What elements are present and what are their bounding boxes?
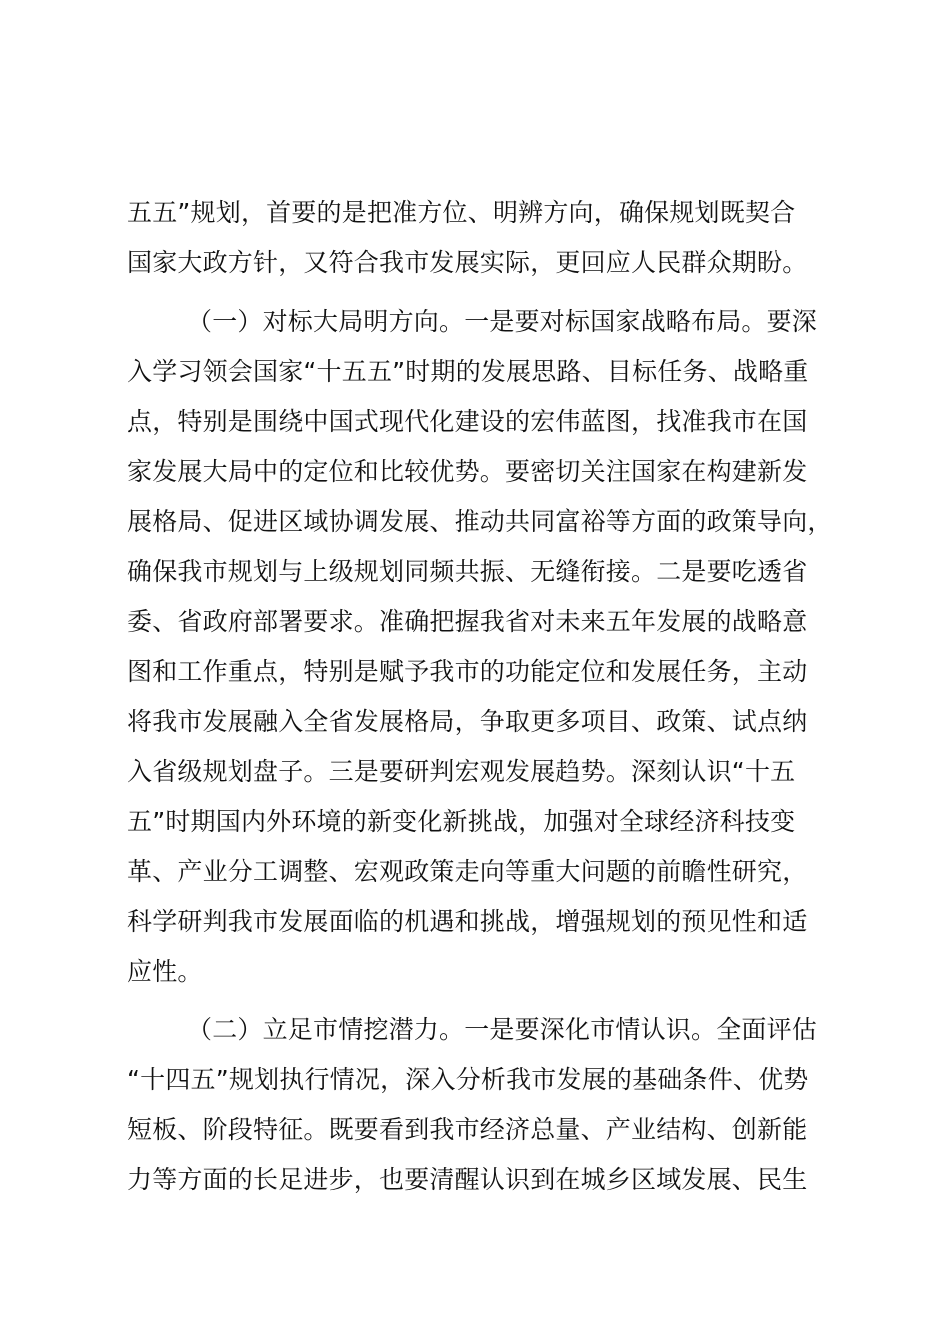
text-line: 入学习领会国家“十五五”时期的发展思路、目标任务、战略重 (127, 357, 809, 386)
text-line: 委、省政府部署要求。准确把握我省对未来五年发展的战略意 (127, 607, 808, 636)
text-line: 入省级规划盘子。三是要研判宏观发展趋势。深刻认识“十五 (127, 757, 796, 786)
text-line: 将我市发展融入全省发展格局，争取更多项目、政策、试点纳 (127, 707, 808, 736)
text-line: “十四五”规划执行情况，深入分析我市发展的基础条件、优势 (127, 1065, 809, 1094)
text-line: 应性。 (127, 957, 203, 986)
text-line: 确保我市规划与上级规划同频共振、无缝衔接。二是要吃透省 (127, 557, 808, 586)
text-line: 五”时期国内外环境的新变化新挑战，加强对全球经济科技变 (127, 807, 796, 836)
text-line: 展格局、促进区域协调发展、推动共同富裕等方面的政策导向， (127, 507, 833, 536)
text-line: 点，特别是围绕中国式现代化建设的宏伟蓝图，找准我市在国 (127, 407, 808, 436)
text-line: （一）对标大局明方向。一是要对标国家战略布局。要深 (187, 307, 818, 336)
text-line: 力等方面的长足进步，也要清醒认识到在城乡区域发展、民生 (127, 1165, 808, 1194)
text-line: 图和工作重点，特别是赋予我市的功能定位和发展任务，主动 (127, 657, 808, 686)
text-line: 革、产业分工调整、宏观政策走向等重大问题的前瞻性研究， (127, 857, 808, 886)
text-line: 五五”规划，首要的是把准方位、明辨方向，确保规划既契合 (127, 198, 796, 227)
text-line: 国家大政方针，又符合我市发展实际，更回应人民群众期盼。 (127, 248, 808, 277)
text-line: 科学研判我市发展面临的机遇和挑战，增强规划的预见性和适 (127, 907, 808, 936)
text-line: 短板、阶段特征。既要看到我市经济总量、产业结构、创新能 (127, 1115, 808, 1144)
text-line: （二）立足市情挖潜力。一是要深化市情认识。全面评估 (187, 1015, 818, 1044)
text-line: 家发展大局中的定位和比较优势。要密切关注国家在构建新发 (127, 457, 808, 486)
